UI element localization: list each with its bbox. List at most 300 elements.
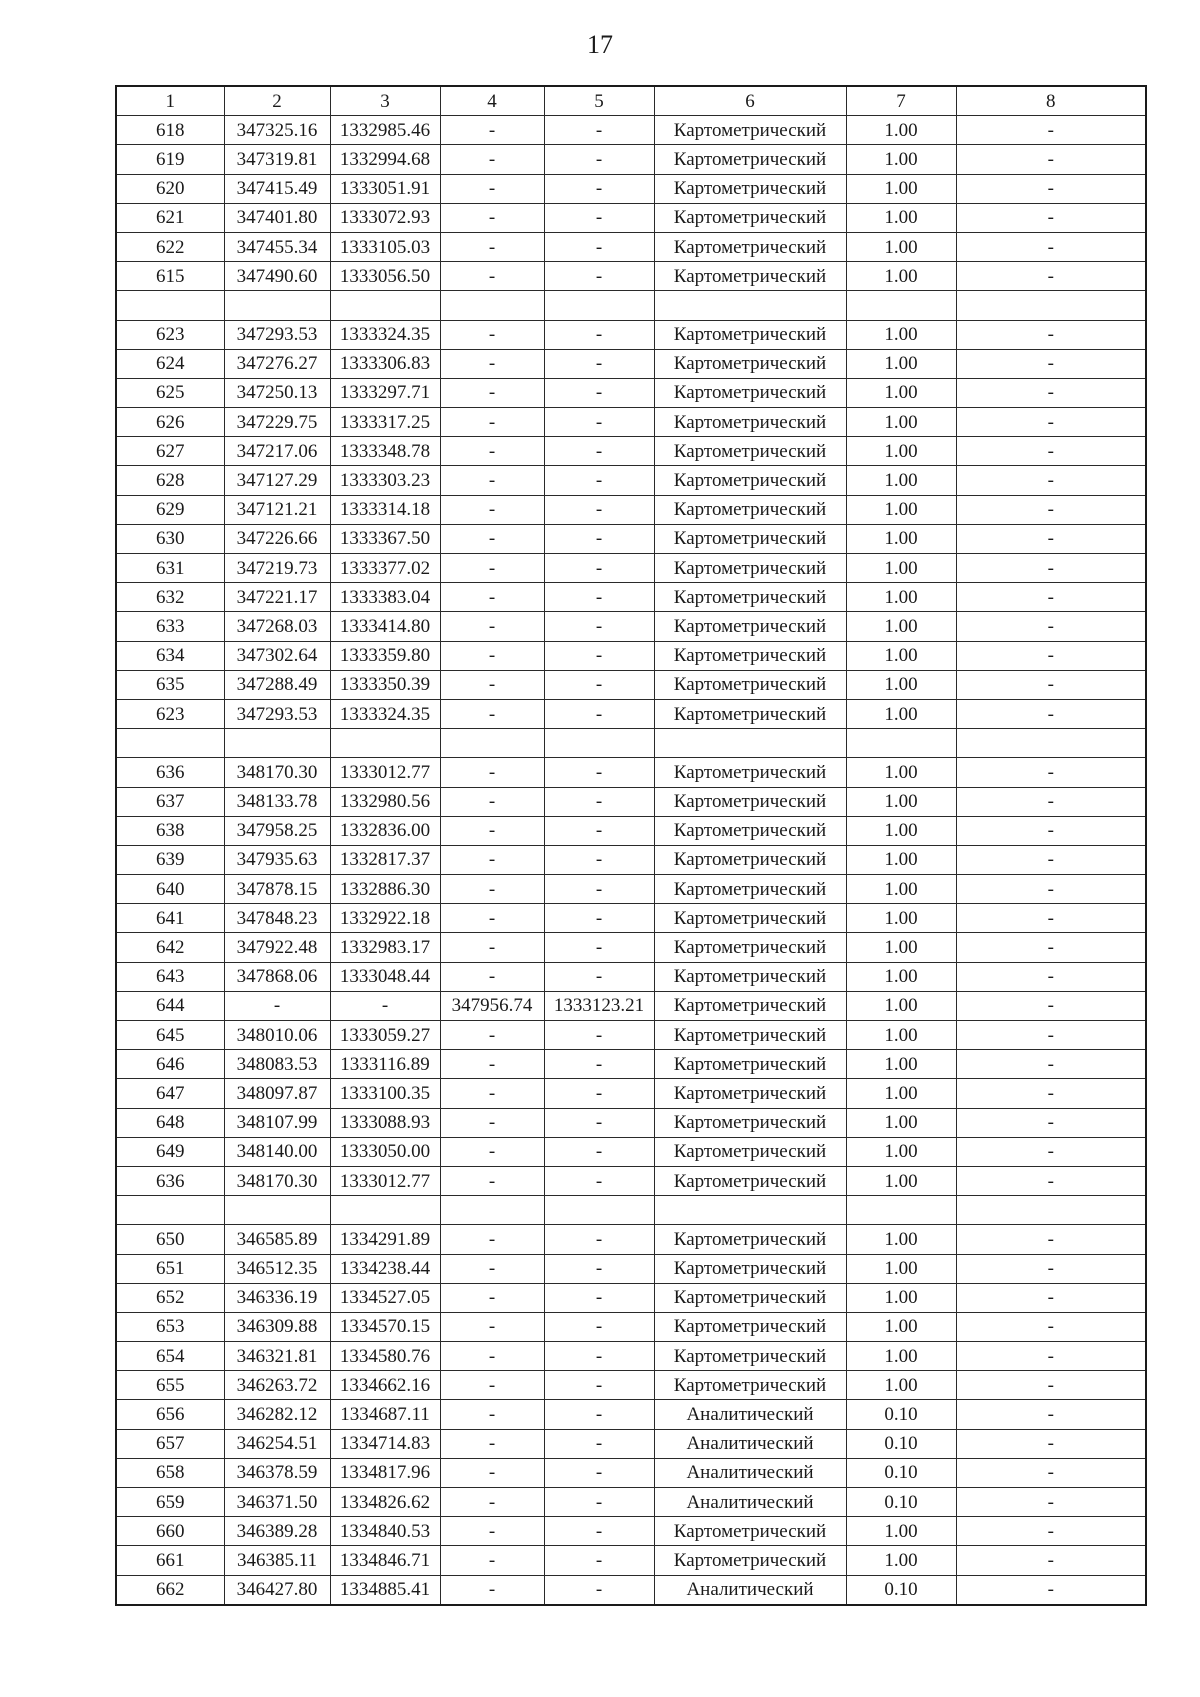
table-cell-col-3: 1334846.71 — [330, 1546, 440, 1575]
table-row — [116, 1225, 1146, 1254]
table-cell-col-2: 347293.53 — [224, 320, 330, 349]
table-cell-col-4: - — [440, 670, 544, 699]
table-cell-col-1: 661 — [116, 1546, 224, 1575]
table-cell-col-3: 1333314.18 — [330, 495, 440, 524]
table-cell-col-1 — [116, 1196, 224, 1225]
table-cell-col-4: - — [440, 262, 544, 291]
table-cell-col-6: Картометрический — [654, 612, 846, 641]
table-cell-col-2: 347490.60 — [224, 262, 330, 291]
table-cell-col-1: 662 — [116, 1575, 224, 1605]
table-cell-col-6: Картометрический — [654, 1050, 846, 1079]
table-cell-col-1: 655 — [116, 1371, 224, 1400]
table-cell-col-2: 346321.81 — [224, 1342, 330, 1371]
table-cell-col-7: 1.00 — [846, 583, 956, 612]
table-cell-col-7: 1.00 — [846, 408, 956, 437]
table-cell-col-1: 658 — [116, 1458, 224, 1487]
table-cell-col-2: 347268.03 — [224, 612, 330, 641]
column-header-6: 6 — [654, 86, 846, 116]
table-cell-col-1: 649 — [116, 1137, 224, 1166]
table-cell-col-3 — [330, 291, 440, 320]
table-cell-col-3: 1332886.30 — [330, 875, 440, 904]
table-cell-col-8: - — [956, 787, 1146, 816]
table-row — [116, 699, 1146, 728]
table-cell-col-4: - — [440, 1575, 544, 1605]
table-cell-col-5: - — [544, 524, 654, 553]
table-cell-col-8: - — [956, 349, 1146, 378]
table-cell-col-3: 1334840.53 — [330, 1517, 440, 1546]
table-cell-col-3: 1333059.27 — [330, 1021, 440, 1050]
table-cell-col-2: 346389.28 — [224, 1517, 330, 1546]
table-cell-col-7: 0.10 — [846, 1458, 956, 1487]
table-cell-col-2: 347848.23 — [224, 904, 330, 933]
table-cell-col-6: Картометрический — [654, 174, 846, 203]
table-cell-col-8: - — [956, 1546, 1146, 1575]
table-row — [116, 262, 1146, 291]
table-cell-col-5: - — [544, 145, 654, 174]
table-cell-col-4: - — [440, 495, 544, 524]
table-cell-col-6: Картометрический — [654, 262, 846, 291]
table-cell-col-3: 1333348.78 — [330, 437, 440, 466]
table-cell-col-8: - — [956, 1225, 1146, 1254]
table-cell-col-6: Картометрический — [654, 845, 846, 874]
table-cell-col-4: - — [440, 1021, 544, 1050]
table-cell-col-3: 1333048.44 — [330, 962, 440, 991]
table-cell-col-1: 651 — [116, 1254, 224, 1283]
table-cell-col-7: 1.00 — [846, 699, 956, 728]
table-cell-col-4: - — [440, 1166, 544, 1195]
table-row — [116, 1312, 1146, 1341]
table-cell-col-1: 631 — [116, 554, 224, 583]
table-cell-col-5: - — [544, 1312, 654, 1341]
table-row — [116, 1517, 1146, 1546]
table-cell-col-3 — [330, 1196, 440, 1225]
table-row — [116, 203, 1146, 232]
table-cell-col-8: - — [956, 1137, 1146, 1166]
table-cell-col-5: - — [544, 1254, 654, 1283]
table-cell-col-4: - — [440, 1400, 544, 1429]
table-cell-col-2: 347935.63 — [224, 845, 330, 874]
table-cell-col-4: - — [440, 1517, 544, 1546]
table-row — [116, 174, 1146, 203]
table-cell-col-4: - — [440, 758, 544, 787]
table-row — [116, 904, 1146, 933]
table-cell-col-1: 627 — [116, 437, 224, 466]
table-cell-col-6: Картометрический — [654, 1021, 846, 1050]
table-cell-col-4: - — [440, 816, 544, 845]
table-cell-col-8: - — [956, 1342, 1146, 1371]
table-cell-col-4: - — [440, 145, 544, 174]
table-row — [116, 116, 1146, 145]
table-row — [116, 554, 1146, 583]
table-cell-col-3: 1332817.37 — [330, 845, 440, 874]
column-header-8: 8 — [956, 86, 1146, 116]
table-cell-col-6: Картометрический — [654, 1283, 846, 1312]
table-cell-col-2 — [224, 291, 330, 320]
table-cell-col-2: 347217.06 — [224, 437, 330, 466]
table-cell-col-1: 638 — [116, 816, 224, 845]
table-cell-col-3: 1334291.89 — [330, 1225, 440, 1254]
table-cell-col-6: Картометрический — [654, 641, 846, 670]
table-row — [116, 1546, 1146, 1575]
table-cell-col-5: - — [544, 1546, 654, 1575]
table-cell-col-5: - — [544, 408, 654, 437]
table-cell-col-4: - — [440, 232, 544, 261]
table-cell-col-7: 1.00 — [846, 1312, 956, 1341]
table-cell-col-1: 640 — [116, 875, 224, 904]
table-cell-col-6 — [654, 1196, 846, 1225]
table-cell-col-5: - — [544, 232, 654, 261]
table-cell-col-4: - — [440, 1137, 544, 1166]
table-cell-col-5 — [544, 1196, 654, 1225]
table-cell-col-5: - — [544, 1575, 654, 1605]
table-cell-col-2: 347219.73 — [224, 554, 330, 583]
table-cell-col-4: - — [440, 1225, 544, 1254]
table-cell-col-4: - — [440, 116, 544, 145]
table-cell-col-8: - — [956, 1429, 1146, 1458]
table-cell-col-6: Аналитический — [654, 1488, 846, 1517]
table-cell-col-1: 622 — [116, 232, 224, 261]
table-cell-col-5: - — [544, 349, 654, 378]
table-cell-col-6: Картометрический — [654, 991, 846, 1020]
table-cell-col-5: - — [544, 845, 654, 874]
table-cell-col-5: - — [544, 554, 654, 583]
table-cell-col-7: 1.00 — [846, 1254, 956, 1283]
table-cell-col-8: - — [956, 116, 1146, 145]
table-cell-col-7: 1.00 — [846, 1166, 956, 1195]
table-cell-col-3: 1333317.25 — [330, 408, 440, 437]
table-cell-col-8: - — [956, 816, 1146, 845]
table-cell-col-7: 1.00 — [846, 232, 956, 261]
table-cell-col-7: 1.00 — [846, 1371, 956, 1400]
table-cell-col-3: 1333367.50 — [330, 524, 440, 553]
table-cell-col-5: - — [544, 1108, 654, 1137]
table-cell-col-7: 1.00 — [846, 875, 956, 904]
table-cell-col-7: 1.00 — [846, 845, 956, 874]
table-cell-col-2: 347958.25 — [224, 816, 330, 845]
table-cell-col-6: Картометрический — [654, 875, 846, 904]
table-cell-col-7 — [846, 291, 956, 320]
table-cell-col-3 — [330, 729, 440, 758]
column-header-2: 2 — [224, 86, 330, 116]
table-cell-col-8: - — [956, 1400, 1146, 1429]
table-cell-col-1: 636 — [116, 758, 224, 787]
column-header-5: 5 — [544, 86, 654, 116]
table-cell-col-8: - — [956, 1166, 1146, 1195]
table-cell-col-6: Картометрический — [654, 408, 846, 437]
table-cell-col-4: - — [440, 641, 544, 670]
table-cell-col-7: 1.00 — [846, 116, 956, 145]
table-row — [116, 933, 1146, 962]
table-cell-col-5: - — [544, 495, 654, 524]
table-cell-col-6: Аналитический — [654, 1400, 846, 1429]
table-row — [116, 1400, 1146, 1429]
table-cell-col-7: 1.00 — [846, 203, 956, 232]
table-cell-col-3: 1333324.35 — [330, 320, 440, 349]
table-cell-col-1: 619 — [116, 145, 224, 174]
table-row — [116, 1342, 1146, 1371]
table-cell-col-8: - — [956, 495, 1146, 524]
table-cell-col-3: 1334527.05 — [330, 1283, 440, 1312]
table-cell-col-1: 648 — [116, 1108, 224, 1137]
table-cell-col-8: - — [956, 991, 1146, 1020]
table-cell-col-1: 626 — [116, 408, 224, 437]
table-cell-col-8: - — [956, 699, 1146, 728]
table-cell-col-6: Картометрический — [654, 524, 846, 553]
table-cell-col-5: - — [544, 904, 654, 933]
table-body — [116, 116, 1146, 1605]
table-cell-col-3: 1334885.41 — [330, 1575, 440, 1605]
table-cell-col-1: 618 — [116, 116, 224, 145]
table-row — [116, 729, 1146, 758]
table-cell-col-3: 1333088.93 — [330, 1108, 440, 1137]
table-cell-col-3: 1334662.16 — [330, 1371, 440, 1400]
table-cell-col-8: - — [956, 1458, 1146, 1487]
table-cell-col-8: - — [956, 1050, 1146, 1079]
table-cell-col-8 — [956, 1196, 1146, 1225]
column-header-7: 7 — [846, 86, 956, 116]
table-cell-col-1: 620 — [116, 174, 224, 203]
table-row — [116, 1137, 1146, 1166]
table-cell-col-2 — [224, 1196, 330, 1225]
table-row — [116, 845, 1146, 874]
table-cell-col-4: - — [440, 1312, 544, 1341]
table-cell-col-8: - — [956, 1254, 1146, 1283]
table-row — [116, 1575, 1146, 1605]
table-cell-col-4: - — [440, 875, 544, 904]
table-cell-col-2: 347868.06 — [224, 962, 330, 991]
table-cell-col-8: - — [956, 174, 1146, 203]
table-cell-col-1: 660 — [116, 1517, 224, 1546]
table-cell-col-8: - — [956, 1575, 1146, 1605]
table-cell-col-2: 346282.12 — [224, 1400, 330, 1429]
table-cell-col-1: 659 — [116, 1488, 224, 1517]
table-cell-col-2: 347221.17 — [224, 583, 330, 612]
table-cell-col-4: - — [440, 1458, 544, 1487]
table-cell-col-3: 1333377.02 — [330, 554, 440, 583]
table-cell-col-6: Аналитический — [654, 1429, 846, 1458]
table-cell-col-1: 650 — [116, 1225, 224, 1254]
table-cell-col-3: - — [330, 991, 440, 1020]
table-cell-col-3: 1333116.89 — [330, 1050, 440, 1079]
table-cell-col-1: 629 — [116, 495, 224, 524]
table-cell-col-1: 657 — [116, 1429, 224, 1458]
table-cell-col-1: 628 — [116, 466, 224, 495]
table-cell-col-2: 347276.27 — [224, 349, 330, 378]
table-cell-col-4: - — [440, 845, 544, 874]
table-cell-col-2: 346385.11 — [224, 1546, 330, 1575]
table-cell-col-2: 347922.48 — [224, 933, 330, 962]
table-cell-col-7: 1.00 — [846, 466, 956, 495]
table-cell-col-5: - — [544, 875, 654, 904]
table-cell-col-1: 656 — [116, 1400, 224, 1429]
table-cell-col-8: - — [956, 612, 1146, 641]
table-cell-col-5: - — [544, 758, 654, 787]
table-cell-col-1: 633 — [116, 612, 224, 641]
table-cell-col-6: Картометрический — [654, 904, 846, 933]
table-cell-col-3: 1334714.83 — [330, 1429, 440, 1458]
table-cell-col-8 — [956, 729, 1146, 758]
table-cell-col-7: 1.00 — [846, 349, 956, 378]
table-cell-col-1: 645 — [116, 1021, 224, 1050]
table-row — [116, 378, 1146, 407]
table-cell-col-3: 1334238.44 — [330, 1254, 440, 1283]
table-row — [116, 1079, 1146, 1108]
table-cell-col-6: Картометрический — [654, 1079, 846, 1108]
table-cell-col-5: - — [544, 612, 654, 641]
table-cell-col-4 — [440, 1196, 544, 1225]
table-cell-col-5: - — [544, 203, 654, 232]
table-cell-col-6 — [654, 729, 846, 758]
table-row — [116, 1283, 1146, 1312]
table-row — [116, 875, 1146, 904]
table-row — [116, 232, 1146, 261]
table-cell-col-6: Картометрический — [654, 378, 846, 407]
table-cell-col-1: 646 — [116, 1050, 224, 1079]
table-cell-col-6: Аналитический — [654, 1575, 846, 1605]
table-row — [116, 583, 1146, 612]
table-cell-col-5: 1333123.21 — [544, 991, 654, 1020]
table-cell-col-3: 1333350.39 — [330, 670, 440, 699]
table-cell-col-7: 0.10 — [846, 1429, 956, 1458]
table-cell-col-5: - — [544, 1166, 654, 1195]
table-cell-col-4: - — [440, 699, 544, 728]
table-cell-col-5: - — [544, 1079, 654, 1108]
table-cell-col-2: 346263.72 — [224, 1371, 330, 1400]
table-cell-col-2: 346309.88 — [224, 1312, 330, 1341]
table-cell-col-4: - — [440, 554, 544, 583]
table-cell-col-7: 1.00 — [846, 962, 956, 991]
table-row — [116, 524, 1146, 553]
table-cell-col-4: - — [440, 583, 544, 612]
table-cell-col-4 — [440, 291, 544, 320]
table-cell-col-6: Картометрический — [654, 145, 846, 174]
table-cell-col-5: - — [544, 378, 654, 407]
table-cell-col-3: 1333012.77 — [330, 1166, 440, 1195]
table-cell-col-3: 1333056.50 — [330, 262, 440, 291]
table-cell-col-6: Картометрический — [654, 758, 846, 787]
table-cell-col-8: - — [956, 845, 1146, 874]
table-cell-col-8: - — [956, 1021, 1146, 1050]
table-cell-col-2: 347878.15 — [224, 875, 330, 904]
table-cell-col-2: 346585.89 — [224, 1225, 330, 1254]
table-cell-col-7: 1.00 — [846, 1283, 956, 1312]
table-cell-col-6: Картометрический — [654, 1254, 846, 1283]
table-cell-col-2: 348140.00 — [224, 1137, 330, 1166]
table-cell-col-7: 1.00 — [846, 991, 956, 1020]
table-cell-col-6: Картометрический — [654, 1166, 846, 1195]
table-cell-col-3: 1332983.17 — [330, 933, 440, 962]
table-cell-col-6: Картометрический — [654, 816, 846, 845]
table-cell-col-2: 347121.21 — [224, 495, 330, 524]
table-cell-col-5: - — [544, 583, 654, 612]
table-cell-col-4: - — [440, 524, 544, 553]
table-cell-col-5: - — [544, 1283, 654, 1312]
table-cell-col-1: 643 — [116, 962, 224, 991]
table-row — [116, 1021, 1146, 1050]
table-cell-col-6: Картометрический — [654, 232, 846, 261]
table-cell-col-7 — [846, 729, 956, 758]
table-cell-col-6: Картометрический — [654, 933, 846, 962]
table-cell-col-6: Картометрический — [654, 495, 846, 524]
table-cell-col-1: 624 — [116, 349, 224, 378]
table-cell-col-6: Картометрический — [654, 554, 846, 583]
table-cell-col-2 — [224, 729, 330, 758]
table-cell-col-1: 642 — [116, 933, 224, 962]
table-cell-col-7: 1.00 — [846, 495, 956, 524]
table-cell-col-2: 347127.29 — [224, 466, 330, 495]
table-cell-col-4: - — [440, 437, 544, 466]
table-row — [116, 670, 1146, 699]
table-row — [116, 612, 1146, 641]
table-cell-col-7: 1.00 — [846, 554, 956, 583]
table-row — [116, 145, 1146, 174]
table-row — [116, 816, 1146, 845]
table-cell-col-1: 636 — [116, 1166, 224, 1195]
table-cell-col-7: 1.00 — [846, 933, 956, 962]
table-cell-col-4: - — [440, 174, 544, 203]
table-cell-col-7: 1.00 — [846, 174, 956, 203]
table-cell-col-7: 1.00 — [846, 1546, 956, 1575]
table-cell-col-3: 1333324.35 — [330, 699, 440, 728]
table-cell-col-7: 1.00 — [846, 670, 956, 699]
table-cell-col-7 — [846, 1196, 956, 1225]
table-cell-col-5 — [544, 729, 654, 758]
table-cell-col-3: 1332922.18 — [330, 904, 440, 933]
table-cell-col-5: - — [544, 816, 654, 845]
table-cell-col-4: - — [440, 320, 544, 349]
table-row — [116, 641, 1146, 670]
table-row — [116, 787, 1146, 816]
table-cell-col-7: 1.00 — [846, 904, 956, 933]
coordinates-table — [115, 85, 1147, 1606]
table-cell-col-5: - — [544, 1050, 654, 1079]
table-cell-col-6: Картометрический — [654, 1546, 846, 1575]
table-cell-col-3: 1334570.15 — [330, 1312, 440, 1341]
table-cell-col-5: - — [544, 1371, 654, 1400]
table-cell-col-4: - — [440, 349, 544, 378]
table-row — [116, 758, 1146, 787]
table-cell-col-1: 637 — [116, 787, 224, 816]
table-cell-col-4: - — [440, 787, 544, 816]
table-row — [116, 962, 1146, 991]
table-cell-col-7: 1.00 — [846, 320, 956, 349]
column-header-3: 3 — [330, 86, 440, 116]
table-row — [116, 1108, 1146, 1137]
table-cell-col-2: 347455.34 — [224, 232, 330, 261]
table-cell-col-7: 1.00 — [846, 816, 956, 845]
table-cell-col-5: - — [544, 174, 654, 203]
table-cell-col-2: 346512.35 — [224, 1254, 330, 1283]
table-cell-col-8: - — [956, 1488, 1146, 1517]
table-cell-col-1: 623 — [116, 699, 224, 728]
table-cell-col-1 — [116, 729, 224, 758]
table-row — [116, 291, 1146, 320]
table-cell-col-3: 1332836.00 — [330, 816, 440, 845]
table-cell-col-4: - — [440, 1283, 544, 1312]
table-cell-col-4: - — [440, 1254, 544, 1283]
table-cell-col-1: 635 — [116, 670, 224, 699]
table-cell-col-3: 1333297.71 — [330, 378, 440, 407]
table-cell-col-2: 347302.64 — [224, 641, 330, 670]
table-cell-col-2: 346254.51 — [224, 1429, 330, 1458]
table-cell-col-6: Картометрический — [654, 1312, 846, 1341]
table-cell-col-5: - — [544, 670, 654, 699]
table-cell-col-3: 1333414.80 — [330, 612, 440, 641]
table-row — [116, 1488, 1146, 1517]
table-cell-col-6: Картометрический — [654, 1342, 846, 1371]
table-cell-col-1: 632 — [116, 583, 224, 612]
table-cell-col-8: - — [956, 1312, 1146, 1341]
